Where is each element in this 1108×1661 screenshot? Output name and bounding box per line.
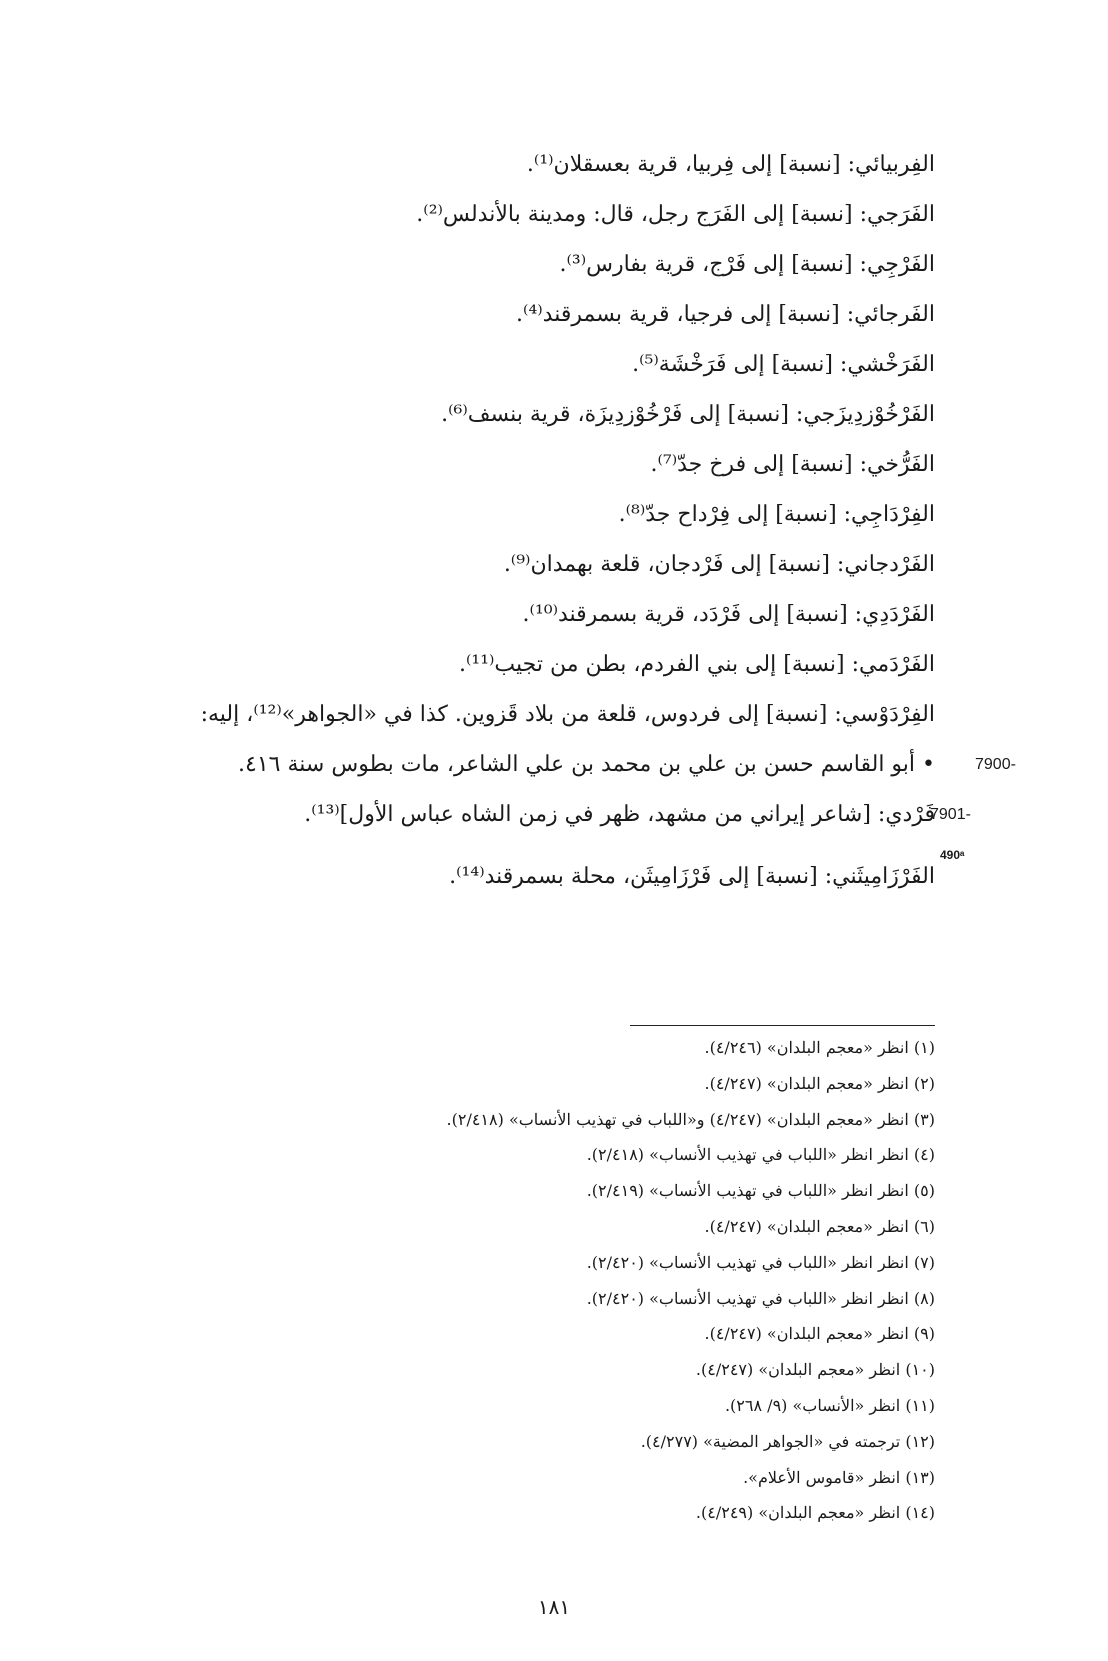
footnote: (١) انظر «معجم البلدان» (٤/٢٤٦). [704,1038,935,1057]
entry: الفَرَخْشي: [نسبة] إلى فَرَخْشَة⁽⁵⁾. [632,352,935,377]
footnote: (١٠) انظر «معجم البلدان» (٤/٢٤٧). [695,1360,935,1380]
entry: الفِربيائي: [نسبة] إلى فِربيا، قرية بعسقلان⁽¹⁾. [526,152,935,177]
numbered-entry-text: فَرْدي: [شاعر إيراني من مشهد، ظهر في زمن الشاه عباس الأول]⁽¹³⁾. [304,802,935,827]
footnote: (١١) انظر «الأنساب» (٩/ ٢٦٨). [724,1395,935,1415]
footnote: (٩) انظر «معجم البلدان» (٤/٢٤٧). [704,1324,935,1344]
entry: الفِرْدَاجِي: [نسبة] إلى فِرْداح جدّ⁽⁸⁾. [618,502,935,527]
numbered-entry [185,740,1016,790]
footnote: (١٤) انظر «معجم البلدان» (٤/٢٤٩). [695,1503,935,1523]
footnote: (٢) انظر «معجم البلدان» (٤/٢٤٧). [704,1073,935,1093]
numbered-entry-text: • أبو القاسم حسن بن علي بن محمد بن علي الشاعر، مات بطوس سنة ٤١٦. [238,752,935,777]
page-number: ١٨١ [537,1595,571,1619]
footnote: (٤) انظر انظر «اللباب في تهذيب الأنساب» (٢/٤١٨). [586,1145,935,1165]
footnote: (١٢) ترجمته في «الجواهر المضية» (٤/٢٧٧). [640,1431,935,1451]
footnote: (٣) انظر «معجم البلدان» (٤/٢٤٧) و«اللباب في تهذيب الأنساب» (٢/٤١٨). [446,1109,935,1129]
footnote-divider [630,1025,935,1026]
footnote: (٨) انظر انظر «اللباب في تهذيب الأنساب» (٢/٤٢٠). [586,1288,935,1308]
entry: الفِرْدَوْسي: [نسبة] إلى فردوس، قلعة من بلاد قَزوين. كذا في «الجواهر»⁽¹²⁾، إليه: [200,702,935,727]
entry: الفَرْخُوْزدِيزَجي: [نسبة] إلى فَرْخُوْزدِيزَة، قرية بنسف⁽⁶⁾. [441,402,935,427]
entry: الفَرْدَمي: [نسبة] إلى بني الفردم، بطن من تجيب⁽¹¹⁾. [458,652,935,677]
entry: الفَرْدجاني: [نسبة] إلى فَرْدجان، قلعة بهمدان⁽⁹⁾. [503,552,935,577]
entry: الفَرْزَامِيثَني: [نسبة] إلى فَرْزَامِيثَن، محلة بسمرقند⁽¹⁴⁾. [449,864,935,889]
entry-number: 7901- [930,806,971,823]
entry: الفَرْجِي: [نسبة] إلى فَرْج، قرية بفارس⁽³⁾. [559,252,935,277]
footnote: (٧) انظر انظر «اللباب في تهذيب الأنساب» (٢/٤٢٠). [586,1252,935,1272]
entry: الفَرَجي: [نسبة] إلى الفَرَج رجل، قال: ومدينة بالأندلس⁽²⁾. [416,202,935,227]
entry: الفَرْدَدِي: [نسبة] إلى فَرْدَد، قرية بسمرقند⁽¹⁰⁾. [522,602,935,627]
entry: الفَرجائي: [نسبة] إلى فرجيا، قرية بسمرقند⁽⁴⁾. [516,302,935,327]
entry-number: 7900- [975,756,1016,773]
footnote: (٥) انظر انظر «اللباب في تهذيب الأنساب» (٢/٤١٩). [586,1181,935,1201]
footnote: (١٣) انظر «قاموس الأعلام». [743,1467,935,1487]
numbered-entry [185,790,971,840]
margin-marker: 490ᵃ [940,848,965,862]
footnotes [175,1030,935,1531]
footnote: (٦) انظر «معجم البلدان» (٤/٢٤٧). [704,1216,935,1236]
entry: الفَرُّخي: [نسبة] إلى فرخ جدّ⁽⁷⁾. [650,452,935,477]
